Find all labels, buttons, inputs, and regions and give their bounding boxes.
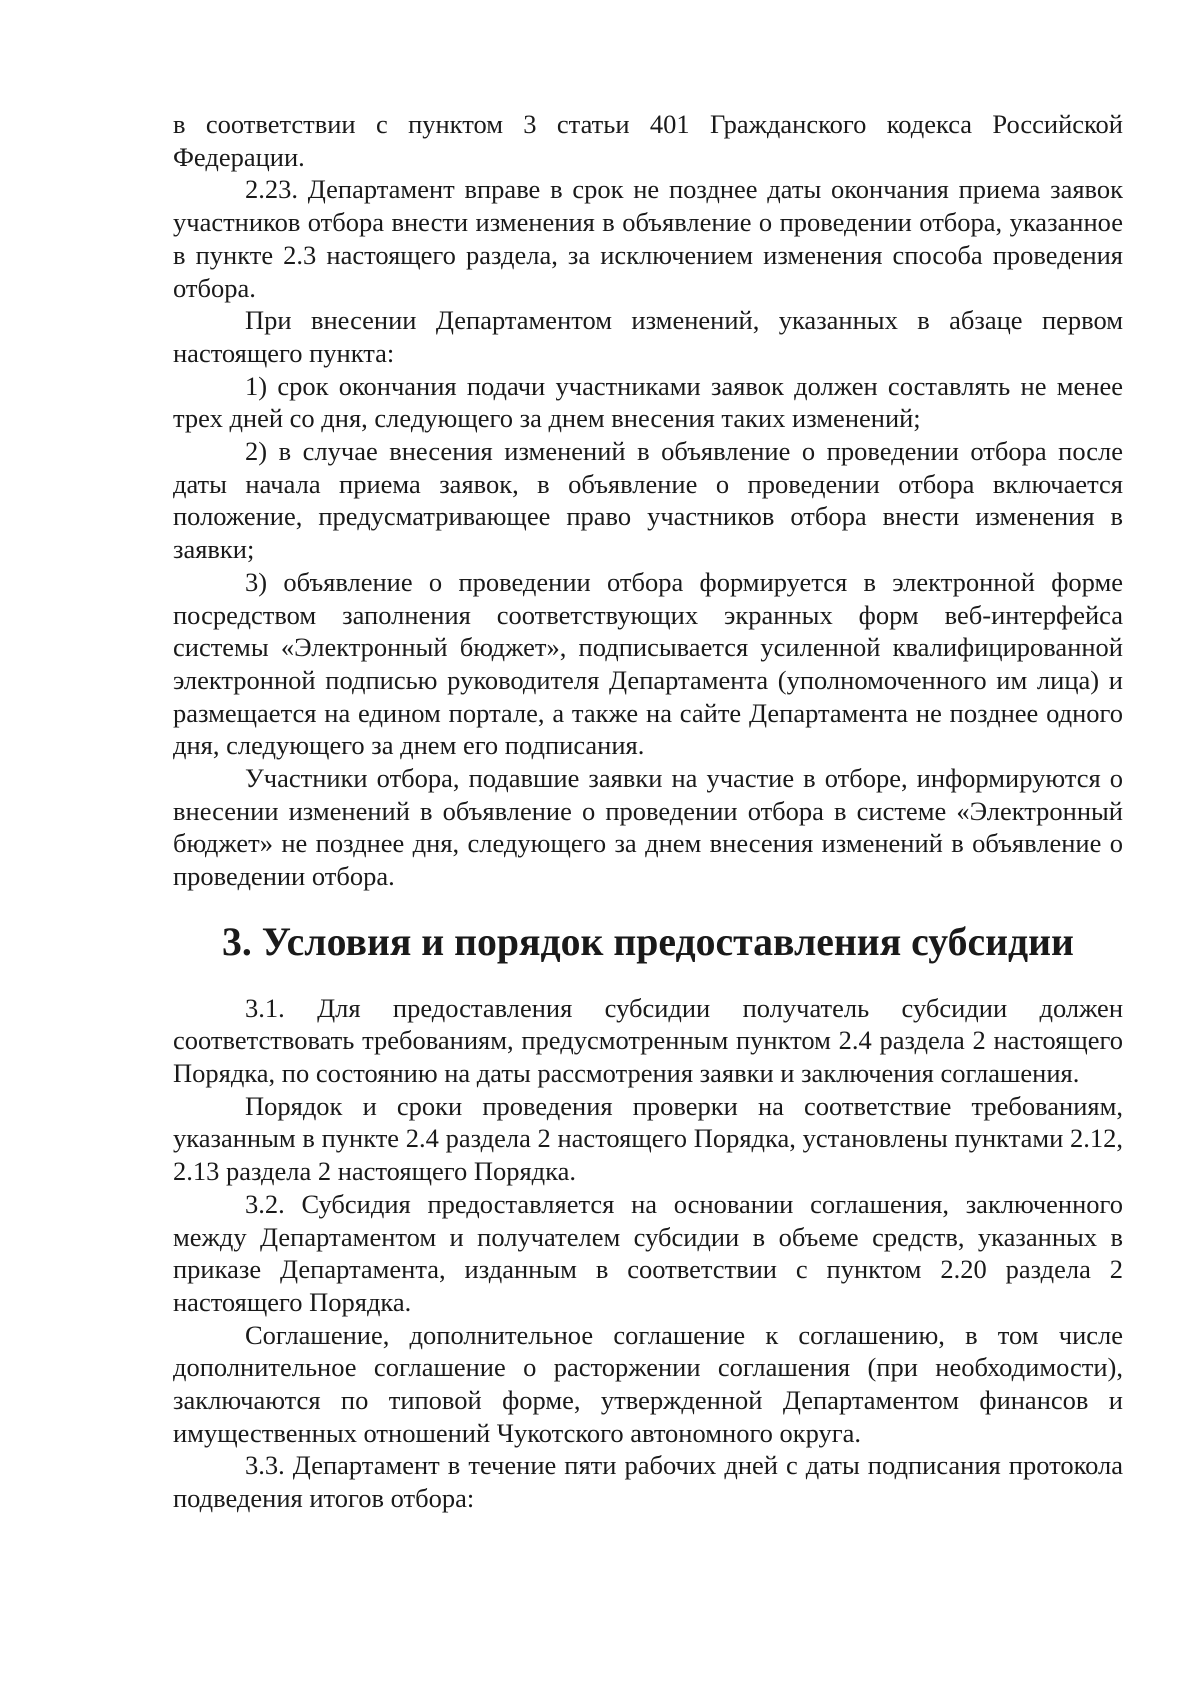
list-item-2: 2) в случае внесения изменений в объявление о проведении отбора после даты начала приема заявок, в объявление о проведении отбора включается положение, предусматривающее право участников отбора внести изменения в заявки; <box>173 436 1123 565</box>
paragraph-2-23: 2.23. Департамент вправе в срок не позднее даты окончания приема заявок участников отбора внести изменения в объявление о проведении отбора, указанное в пункте 2.3 настоящего раздела, за исключением изменения способа проведения отбора. <box>173 174 1123 303</box>
list-item-1: 1) срок окончания подачи участниками заявок должен составлять не менее трех дней со дня, следующего за днем внесения таких изменений; <box>173 370 1123 434</box>
section-heading: 3. Условия и порядок предоставления субсидии <box>222 919 1074 964</box>
paragraph-3-3: 3.3. Департамент в течение пяти рабочих дней с даты подписания протокола подведения итогов отбора: <box>173 1450 1123 1514</box>
paragraph-federation-reference: в соответствии с пунктом 3 статьи 401 Гражданского кодекса Российской Федерации. <box>173 109 1123 172</box>
paragraph-3-2: 3.2. Субсидия предоставляется на основании соглашения, заключенного между Департаментом и получателем субсидии в объеме средств, указанных в приказе Департамента, изданным в соответствии с пунктом 2.20 раздела 2 настоящего Порядка. <box>173 1188 1123 1317</box>
paragraph-changes-intro: При внесении Департаментом изменений, указанных в абзаце первом настоящего пункта: <box>173 305 1123 368</box>
list-item-3: 3) объявление о проведении отбора формируется в электронной форме посредством заполнения соответствующих экранных форм веб-интерфейса системы «Электронный бюджет», подписывается усиленной квалифицированной электронной подписью руководителя Департамента (уполномоченного им лица) и размещается на едином портале, а также на сайте Департамента не позднее одного дня, следующего за днем его подписания. <box>173 566 1123 761</box>
document-body <box>173 108 1123 1515</box>
paragraph-participants-informed: Участники отбора, подавшие заявки на участие в отборе, информируются о внесении изменений в объявление о проведении отбора в системе «Электронный бюджет» не позднее дня, следующего за днем внесения изменений в объявление о проведении отбора. <box>173 763 1123 892</box>
paragraph-3-1: 3.1. Для предоставления субсидии получатель субсидии должен соответствовать требованиям, предусмотренным пунктом 2.4 раздела 2 настоящего Порядка, по состоянию на даты рассмотрения заявки и заключения соглашения. <box>173 992 1123 1088</box>
paragraph-verification-procedure: Порядок и сроки проведения проверки на соответствие требованиям, указанным в пункте 2.4 раздела 2 настоящего Порядка, установлены пунктами 2.12, 2.13 раздела 2 настоящего Порядка. <box>173 1090 1123 1187</box>
paragraph-agreement-form: Соглашение, дополнительное соглашение к соглашению, в том числе дополнительное соглашение о расторжении соглашения (при необходимости), заключаются по типовой форме, утвержденной Департаментом финансов и имущественных отношений Чукотского автономного округа. <box>173 1319 1123 1448</box>
